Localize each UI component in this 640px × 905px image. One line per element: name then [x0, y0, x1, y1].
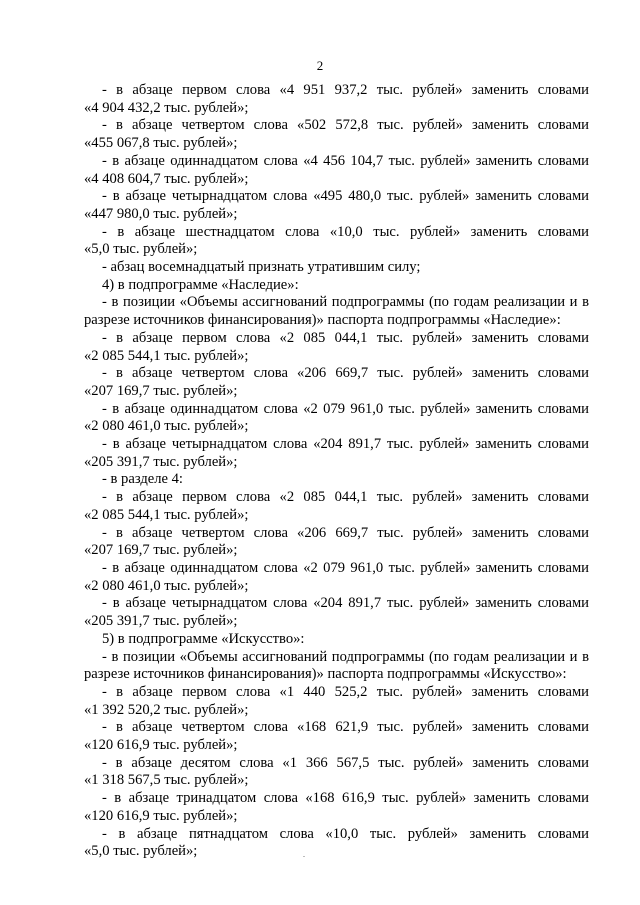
text-line: «455 067,8 тыс. рублей»;: [84, 135, 238, 152]
text-line: «205 391,7 тыс. рублей»;: [84, 453, 238, 470]
text-line: - в абзаце четвертом слова «168 621,9 тыс. рублей» заменить словами: [102, 719, 589, 736]
text-line: - в абзаце четвертом слова «502 572,8 тыс. рублей» заменить словами: [102, 117, 589, 134]
text-line: - в позиции «Объемы ассигнований подпрограммы (по годам реализации и в: [102, 294, 589, 311]
text-line: «120 616,9 тыс. рублей»;: [84, 807, 238, 824]
text-line: 4) в подпрограмме «Наследие»:: [102, 276, 299, 293]
text-line: - в позиции «Объемы ассигнований подпрограммы (по годам реализации и в: [102, 648, 589, 665]
text-line: - в абзаце четырнадцатом слова «204 891,7 тыс. рублей» заменить словами: [102, 595, 589, 612]
text-line: «2 085 544,1 тыс. рублей»;: [84, 506, 249, 523]
text-line: - в абзаце одиннадцатом слова «4 456 104,7 тыс. рублей» заменить словами: [102, 152, 589, 169]
text-line: - в абзаце первом слова «4 951 937,2 тыс. рублей» заменить словами: [102, 82, 589, 98]
text-line: - в абзаце одиннадцатом слова «2 079 961,0 тыс. рублей» заменить словами: [102, 559, 589, 576]
text-line: - в абзаце четырнадцатом слова «204 891,7 тыс. рублей» заменить словами: [102, 436, 589, 453]
text-line: «120 616,9 тыс. рублей»;: [84, 737, 238, 754]
text-line: «447 980,0 тыс. рублей»;: [84, 205, 238, 222]
text-line: - в абзаце одиннадцатом слова «2 079 961,0 тыс. рублей» заменить словами: [102, 400, 589, 417]
text-line: - в абзаце шестнадцатом слова «10,0 тыс. рублей» заменить словами: [102, 223, 589, 240]
text-line: - в абзаце четвертом слова «206 669,7 тыс. рублей» заменить словами: [102, 524, 589, 541]
text-line: - в абзаце десятом слова «1 366 567,5 тыс. рублей» заменить словами: [102, 754, 589, 771]
text-line: «207 169,7 тыс. рублей»;: [84, 542, 238, 559]
text-line: «1 392 520,2 тыс. рублей»;: [84, 701, 249, 718]
text-line: «2 085 544,1 тыс. рублей»;: [84, 347, 249, 364]
text-line: «2 080 461,0 тыс. рублей»;: [84, 577, 249, 594]
text-line: «5,0 тыс. рублей»;: [84, 843, 198, 860]
text-line: «205 391,7 тыс. рублей»;: [84, 613, 238, 630]
text-line: «4 904 432,2 тыс. рублей»;: [84, 99, 249, 116]
text-line: - в абзаце тринадцатом слова «168 616,9 тыс. рублей» заменить словами: [102, 790, 589, 807]
text-line: - в абзаце пятнадцатом слова «10,0 тыс. рублей» заменить словами: [102, 825, 589, 842]
text-line: «207 169,7 тыс. рублей»;: [84, 382, 238, 399]
text-line: - в абзаце первом слова «1 440 525,2 тыс. рублей» заменить словами: [102, 683, 589, 700]
text-line: «5,0 тыс. рублей»;: [84, 241, 198, 258]
text-line: разрезе источников финансирования)» паспорта подпрограммы «Искусство»:: [84, 666, 567, 683]
text-line: 5) в подпрограмме «Искусство»:: [102, 630, 305, 647]
text-line: - в абзаце первом слова «2 085 044,1 тыс. рублей» заменить словами: [102, 329, 589, 346]
text-line: - в абзаце четырнадцатом слова «495 480,0 тыс. рублей» заменить словами: [102, 188, 589, 205]
text-line: «1 318 567,5 тыс. рублей»;: [84, 772, 249, 789]
text-line: «4 408 604,7 тыс. рублей»;: [84, 170, 249, 187]
page-number: 2: [316, 58, 324, 73]
text-line: - в абзаце первом слова «2 085 044,1 тыс. рублей» заменить словами: [102, 489, 589, 506]
text-line: разрезе источников финансирования)» паспорта подпрограммы «Наследие»:: [84, 312, 561, 329]
text-line: - абзац восемнадцатый признать утратившим силу;: [102, 259, 421, 276]
text-line: - в разделе 4:: [102, 471, 183, 488]
document-body: [84, 82, 589, 861]
text-line: - в абзаце четвертом слова «206 669,7 тыс. рублей» заменить словами: [102, 365, 589, 382]
text-line: «2 080 461,0 тыс. рублей»;: [84, 418, 249, 435]
scan-speck: [303, 856, 305, 857]
